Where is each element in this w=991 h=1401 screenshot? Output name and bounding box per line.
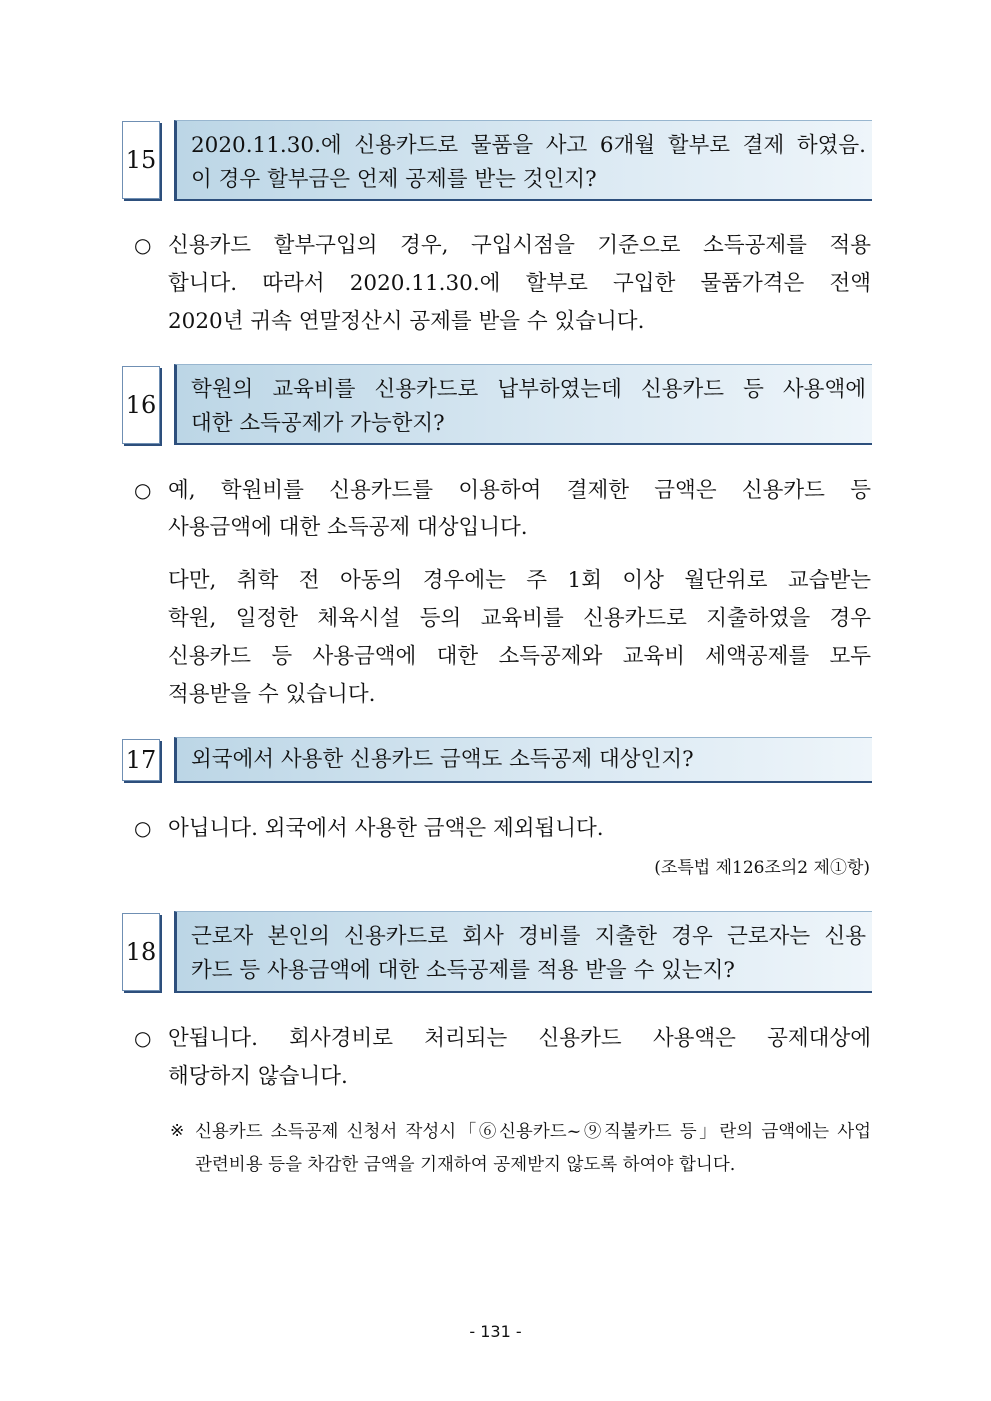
answer-16-line-1: 예, 학원비를 신용카드를 이용하여 결제한 금액은 신용카드 등	[168, 478, 871, 503]
question-box-15	[174, 120, 872, 201]
question-number-18: 18	[122, 913, 160, 991]
question-18-line-2: 카드 등 사용금액에 대한 소득공제를 적용 받을 수 있는지?	[191, 958, 735, 983]
question-18-line-1: 근로자 본인의 신용카드로 회사 경비를 지출한 경우 근로자는 신용	[191, 924, 866, 949]
question-box-18	[174, 911, 872, 993]
page-number: - 131 -	[469, 1322, 522, 1341]
answer-16-extra-line-4: 적용받을 수 있습니다.	[168, 682, 376, 707]
question-box-17	[174, 737, 872, 783]
answer-17-line-1: 아닙니다. 외국에서 사용한 금액은 제외됩니다.	[168, 816, 604, 841]
answer-16-extra-line-3: 신용카드 등 사용금액에 대한 소득공제와 교육비 세액공제를 모두	[168, 644, 871, 669]
answer-16-extra-line-1: 다만, 취학 전 아동의 경우에는 주 1회 이상 월단위로 교습받는	[168, 568, 871, 593]
question-17-line-1: 외국에서 사용한 신용카드 금액도 소득공제 대상인지?	[191, 747, 694, 772]
note-marker: ※	[170, 1121, 185, 1141]
answer-15-line-3: 2020년 귀속 연말정산시 공제를 받을 수 있습니다.	[168, 309, 645, 334]
note-line-2: 관련비용 등을 차감한 금액을 기재하여 공제받지 않도록 하여야 합니다.	[195, 1155, 736, 1175]
question-16-line-2: 대한 소득공제가 가능한지?	[191, 411, 445, 436]
question-15-line-1: 2020.11.30.에 신용카드로 물품을 사고 6개월 할부로 결제 하였음.	[191, 133, 866, 158]
answer-18-line-1: 안됩니다. 회사경비로 처리되는 신용카드 사용액은 공제대상에	[168, 1026, 871, 1051]
question-number-16: 16	[122, 366, 160, 444]
question-number-15: 15	[122, 121, 160, 199]
question-number-17: 17	[122, 739, 160, 781]
answer-15-marker: ○	[134, 233, 152, 257]
answer-15-line-1: 신용카드 할부구입의 경우, 구입시점을 기준으로 소득공제를 적용	[168, 233, 871, 258]
answer-16-extra-line-2: 학원, 일정한 체육시설 등의 교육비를 신용카드로 지출하였을 경우	[168, 606, 871, 631]
question-box-16	[174, 364, 872, 445]
answer-18-marker: ○	[134, 1026, 152, 1050]
legal-reference: (조특법 제126조의2 제①항)	[654, 858, 870, 878]
answer-15-line-2: 합니다. 따라서 2020.11.30.에 할부로 구입한 물품가격은 전액	[168, 271, 871, 296]
answer-17-marker: ○	[134, 816, 152, 840]
question-16-line-1: 학원의 교육비를 신용카드로 납부하였는데 신용카드 등 사용액에	[191, 377, 866, 402]
answer-16-marker: ○	[134, 478, 152, 502]
answer-16-line-2: 사용금액에 대한 소득공제 대상입니다.	[168, 515, 528, 540]
question-15-line-2: 이 경우 할부금은 언제 공제를 받는 것인지?	[191, 167, 597, 192]
note-line-1: 신용카드 소득공제 신청서 작성시「⑥신용카드~⑨직불카드 등」란의 금액에는 사업	[195, 1122, 871, 1142]
answer-18-line-2: 해당하지 않습니다.	[168, 1064, 348, 1089]
